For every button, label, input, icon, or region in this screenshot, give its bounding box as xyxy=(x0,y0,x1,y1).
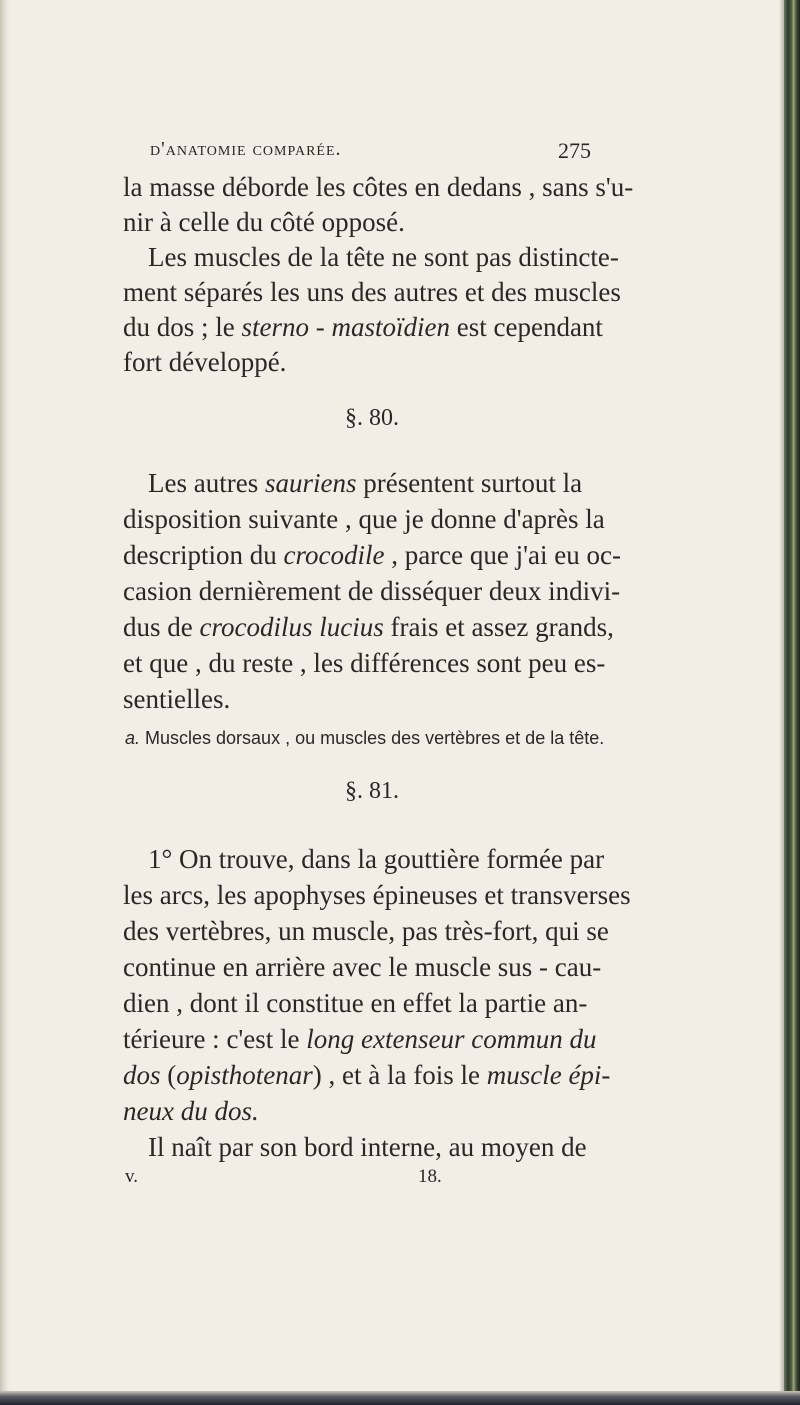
text-line: des vertèbres, un muscle, pas très-fort, qui se xyxy=(123,916,609,946)
italic-term: sauriens xyxy=(264,468,357,498)
text-line: Il naît par son bord interne, au moyen de xyxy=(148,1132,587,1162)
text-line: la masse déborde les côtes en dedans , sans s'u- xyxy=(123,172,634,202)
text-span: , parce que j'ai eu oc- xyxy=(384,540,621,570)
text-span: dus de xyxy=(123,612,200,642)
subsection-title: Muscles dorsaux , ou muscles des vertèbres et de la tête. xyxy=(140,728,605,748)
text-span: frais et assez grands, xyxy=(383,612,614,642)
signature-mark-volume: v. xyxy=(125,1166,139,1187)
italic-term: long extenseur commun du xyxy=(306,1024,597,1054)
subsection-letter: a. xyxy=(125,728,141,748)
section-number-80: §. 80. xyxy=(345,405,399,431)
text-span: du dos ; le xyxy=(123,312,242,342)
italic-term: muscle épi- xyxy=(486,1060,611,1090)
text-line xyxy=(123,538,621,572)
page-number: 275 xyxy=(558,138,591,163)
text-line xyxy=(123,1022,596,1056)
italic-term: neux du dos. xyxy=(123,1096,259,1126)
subsection-heading xyxy=(125,728,604,749)
text-line xyxy=(123,1094,259,1128)
text-span: description du xyxy=(123,540,284,570)
text-span: présentent surtout la xyxy=(356,468,583,498)
section-number-81: §. 81. xyxy=(345,778,399,804)
text-line: fort développé. xyxy=(123,347,287,377)
signature-mark-gathering: 18. xyxy=(418,1166,442,1187)
text-line xyxy=(123,610,614,644)
page-bottom-edge xyxy=(0,1391,800,1405)
text-line: Les muscles de la tête ne sont pas distincte- xyxy=(148,242,619,272)
text-line: disposition suivante , que je donne d'après la xyxy=(123,504,605,534)
page-left-edge xyxy=(0,0,10,1405)
text-line xyxy=(148,466,582,500)
text-line: casion dernièrement de disséquer deux indivi- xyxy=(123,576,621,606)
text-line xyxy=(123,310,603,344)
text-span: térieure : c'est le xyxy=(123,1024,307,1054)
italic-term: crocodilus lucius xyxy=(199,612,384,642)
italic-term: dos xyxy=(123,1060,161,1090)
text-span: ) , et à la fois le xyxy=(312,1060,487,1090)
italic-term: crocodile xyxy=(283,540,385,570)
book-binding-edge xyxy=(784,0,800,1405)
text-line: et que , du reste , les différences sont peu es- xyxy=(123,648,606,678)
text-line: sentielles. xyxy=(123,684,231,714)
text-line: les arcs, les apophyses épineuses et transverses xyxy=(123,880,631,910)
text-line: continue en arrière avec le muscle sus - cau- xyxy=(123,952,602,982)
text-span: est cependant xyxy=(450,312,603,342)
text-line: dien , dont il constitue en effet la partie an- xyxy=(123,988,588,1018)
text-line: 1° On trouve, dans la gouttière formée par xyxy=(148,844,605,874)
italic-term: opisthotenar xyxy=(176,1060,313,1090)
italic-term: sterno - mastoïdien xyxy=(241,312,450,342)
text-line xyxy=(123,1058,610,1092)
text-span: Les autres xyxy=(148,468,265,498)
running-head-title: d'anatomie comparée. xyxy=(150,138,342,160)
text-span: ( xyxy=(160,1060,177,1090)
text-line: nir à celle du côté opposé. xyxy=(123,207,405,237)
text-line: ment séparés les uns des autres et des muscles xyxy=(123,277,621,307)
